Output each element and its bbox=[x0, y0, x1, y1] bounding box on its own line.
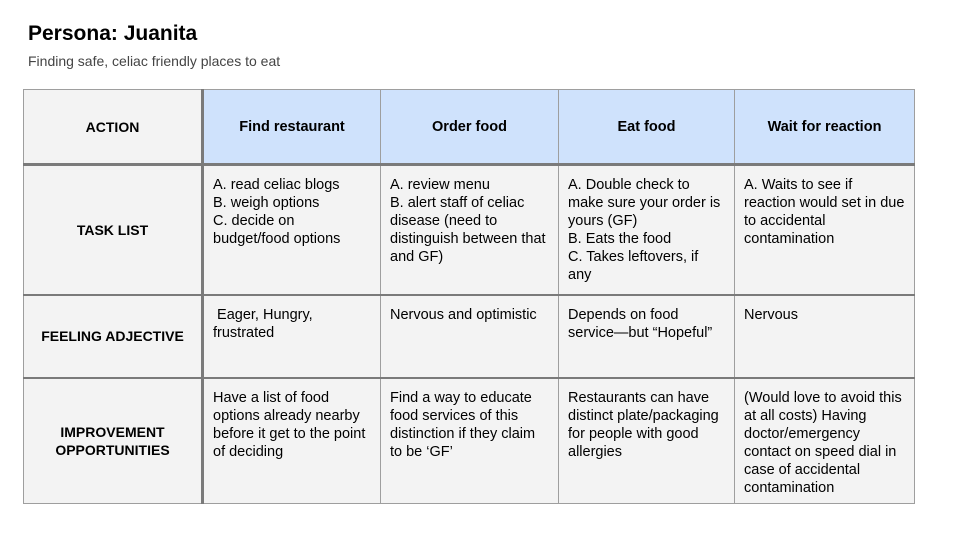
cell-task-eat-food bbox=[559, 165, 735, 295]
table-row-task-list bbox=[24, 165, 915, 295]
column-header-order-food: Order food bbox=[381, 90, 559, 165]
row-header-feeling-adjective: FEELING ADJECTIVE bbox=[24, 295, 203, 378]
column-header-find-restaurant: Find restaurant bbox=[203, 90, 381, 165]
cell-improvement-order-food: Find a way to educate food services of this distinction if they claim to be ‘GF’ bbox=[381, 378, 559, 504]
cell-improvement-wait-for-reaction: (Would love to avoid this at all costs) Having doctor/emergency contact on speed dial in case of accidental contamination bbox=[735, 378, 915, 504]
cell-task-wait-for-reaction bbox=[735, 165, 915, 295]
cell-line: B. weigh options bbox=[213, 195, 320, 211]
corner-header-action: ACTION bbox=[24, 90, 203, 165]
cell-feeling-find-restaurant: Eager, Hungry, frustrated bbox=[203, 295, 381, 378]
cell-improvement-eat-food: Restaurants can have distinct plate/packaging for people with good allergies bbox=[559, 378, 735, 504]
cell-line: A. Waits to see if reaction would set in due to accidental contamination bbox=[744, 177, 905, 247]
journey-map-table bbox=[23, 89, 915, 504]
cell-line: C. Takes leftovers, if any bbox=[568, 249, 699, 283]
cell-feeling-wait-for-reaction: Nervous bbox=[735, 295, 915, 378]
cell-task-order-food bbox=[381, 165, 559, 295]
table-row-feeling-adjective bbox=[24, 295, 915, 378]
page-subtitle: Finding safe, celiac friendly places to eat bbox=[28, 53, 281, 69]
cell-line: A. review menu bbox=[390, 177, 490, 193]
cell-feeling-eat-food: Depends on food service—but “Hopeful” bbox=[559, 295, 735, 378]
column-header-wait-for-reaction: Wait for reaction bbox=[735, 90, 915, 165]
cell-feeling-order-food: Nervous and optimistic bbox=[381, 295, 559, 378]
page-title: Persona: Juanita bbox=[28, 22, 198, 45]
column-header-eat-food: Eat food bbox=[559, 90, 735, 165]
table-row-improvement-opportunities bbox=[24, 378, 915, 504]
cell-line: A. Double check to make sure your order is yours (GF) bbox=[568, 177, 721, 229]
row-header-task-list: TASK LIST bbox=[24, 165, 203, 295]
cell-line: C. decide on budget/food options bbox=[213, 213, 341, 247]
row-header-improvement-opportunities: IMPROVEMENT OPPORTUNITIES bbox=[24, 378, 203, 504]
cell-line: B. Eats the food bbox=[568, 231, 672, 247]
cell-line: A. read celiac blogs bbox=[213, 177, 340, 193]
cell-improvement-find-restaurant: Have a list of food options already nearby before it get to the point of deciding bbox=[203, 378, 381, 504]
cell-task-find-restaurant bbox=[203, 165, 381, 295]
cell-line: B. alert staff of celiac disease (need to distinguish between that and GF) bbox=[390, 195, 546, 265]
